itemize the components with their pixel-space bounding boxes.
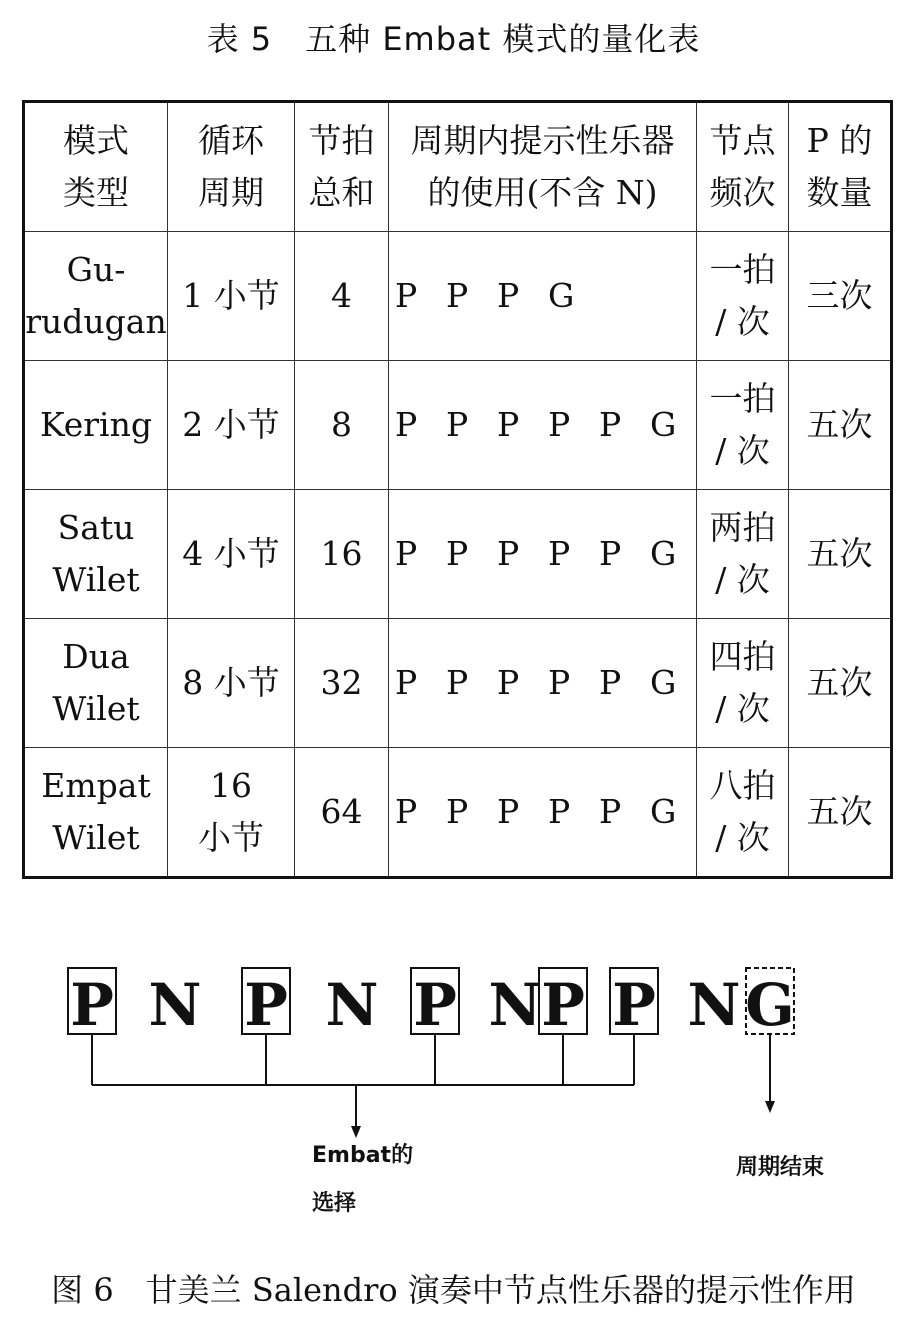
embat-diagram (0, 940, 907, 1240)
header-text: 类型 (63, 173, 129, 212)
instrument-symbol: P (497, 534, 520, 573)
instruments-cell (389, 748, 697, 878)
instrument-symbol: G (650, 405, 677, 444)
instrument-symbol: P (497, 276, 520, 315)
node-frequency-cell-text: / 次 (715, 302, 770, 341)
instrument-symbol: P (395, 663, 418, 702)
header-text: 总和 (308, 173, 375, 212)
table-row (24, 232, 892, 361)
node-frequency-cell (697, 232, 789, 361)
p-count-cell: 五次 (789, 361, 892, 490)
mode-type-cell (24, 490, 168, 619)
p-count-cell: 五次 (789, 748, 892, 878)
instrument-symbol: P (446, 663, 469, 702)
instrument-symbol: P (497, 663, 520, 702)
embat-arrow-head (351, 1126, 361, 1138)
mode-type-cell-text: Wilet (52, 689, 140, 728)
mode-type-cell-text: Wilet (52, 560, 140, 599)
header-cell (389, 102, 697, 232)
instrument-symbol: P (395, 534, 418, 573)
instruments-cell (389, 490, 697, 619)
instrument-symbol: P (548, 405, 571, 444)
embat-label-line1: Embat的 (312, 1143, 414, 1168)
mode-type-cell-text: Dua (62, 637, 130, 676)
instrument-symbol: P (446, 405, 469, 444)
instrument-symbol: P (446, 792, 469, 831)
header-text: P 的 (806, 121, 873, 160)
instrument-symbol: P (395, 792, 418, 831)
header-cell (697, 102, 789, 232)
header-cell (295, 102, 389, 232)
beats-cell: 64 (295, 748, 389, 878)
instrument-symbol: P (548, 663, 571, 702)
instrument-symbol: G (548, 276, 575, 315)
node-frequency-cell (697, 619, 789, 748)
header-text: 节拍 (308, 121, 375, 160)
sequence-letter: G (745, 971, 795, 1039)
beats-cell: 32 (295, 619, 389, 748)
instrument-symbol: P (548, 534, 571, 573)
cycle-cell-text: 8 小节 (182, 663, 280, 702)
node-frequency-cell-text: 一拍 (709, 250, 776, 289)
figure-caption: 图 6 甘美兰 Salendro 演奏中节点性乐器的提示性作用 (51, 1271, 856, 1309)
sequence-letter: N (325, 971, 379, 1039)
header-text: 周期 (198, 173, 264, 212)
table-row (24, 361, 892, 490)
sequence-letter: P (70, 971, 114, 1039)
header-text: 节点 (709, 121, 776, 160)
end-arrow-head (765, 1101, 775, 1113)
header-cell (789, 102, 892, 232)
node-frequency-cell-text: / 次 (715, 818, 770, 857)
sequence-letter: N (687, 971, 741, 1039)
instrument-symbol: P (395, 276, 418, 315)
beats-cell: 4 (295, 232, 389, 361)
mode-type-cell (24, 232, 168, 361)
instrument-symbol: P (599, 663, 622, 702)
cycle-cell-text: 1 小节 (182, 276, 280, 315)
sequence-letter: P (541, 971, 585, 1039)
cycle-cell (168, 361, 295, 490)
sequence-letter: N (148, 971, 202, 1039)
table-title: 表 5 五种 Embat 模式的量化表 (206, 20, 701, 58)
cycle-cell (168, 748, 295, 878)
node-frequency-cell-text: / 次 (715, 689, 770, 728)
instrument-symbol: P (599, 534, 622, 573)
instruments-cell (389, 361, 697, 490)
mode-type-cell-text: Wilet (52, 818, 140, 857)
header-text: 模式 (63, 121, 129, 160)
node-frequency-cell-text: 两拍 (709, 508, 776, 547)
cycle-cell-text: 4 小节 (182, 534, 280, 573)
mode-type-cell-text: rudugan (25, 302, 167, 341)
header-text: 的使用(不含 N) (427, 173, 658, 212)
instrument-symbol: G (650, 792, 677, 831)
node-frequency-cell-text: 四拍 (709, 637, 776, 676)
node-frequency-cell (697, 361, 789, 490)
p-count-cell: 五次 (789, 619, 892, 748)
mode-type-cell (24, 619, 168, 748)
header-cell (24, 102, 168, 232)
p-count-cell: 五次 (789, 490, 892, 619)
cycle-cell (168, 619, 295, 748)
instrument-symbol: P (599, 405, 622, 444)
node-frequency-cell-text: 一拍 (709, 379, 776, 418)
instrument-symbol: P (497, 792, 520, 831)
embat-label-line2: 选择 (312, 1191, 357, 1216)
sequence-letter: P (413, 971, 457, 1039)
mode-type-cell (24, 361, 168, 490)
cycle-cell-text: 小节 (198, 818, 264, 857)
header-text: 频次 (709, 173, 776, 212)
table-row (24, 748, 892, 878)
instruments-cell (389, 232, 697, 361)
sequence-letter: N (488, 971, 542, 1039)
instrument-symbol: G (650, 663, 677, 702)
instruments-cell (389, 619, 697, 748)
instrument-symbol: P (548, 792, 571, 831)
table-body (24, 232, 892, 878)
node-frequency-cell-text: / 次 (715, 560, 770, 599)
instrument-symbol: P (446, 276, 469, 315)
beats-cell: 8 (295, 361, 389, 490)
header-cell (168, 102, 295, 232)
table-row (24, 490, 892, 619)
instrument-symbol: P (599, 792, 622, 831)
instrument-symbol: G (650, 534, 677, 573)
header-text: 周期内提示性乐器 (410, 121, 675, 160)
node-frequency-cell (697, 748, 789, 878)
mode-type-cell (24, 748, 168, 878)
embat-diagram-svg (0, 940, 907, 1240)
node-frequency-cell-text: 八拍 (709, 766, 776, 805)
cycle-end-label: 周期结束 (736, 1155, 825, 1180)
instrument-symbol: P (446, 534, 469, 573)
beats-cell: 16 (295, 490, 389, 619)
header-text: 循环 (198, 121, 264, 160)
table-header-row (24, 102, 892, 232)
instrument-symbol: P (395, 405, 418, 444)
node-frequency-cell (697, 490, 789, 619)
mode-type-cell-text: Empat (41, 766, 151, 805)
sequence-letter: P (244, 971, 288, 1039)
cycle-cell (168, 232, 295, 361)
mode-type-cell-text: Satu (57, 508, 135, 547)
mode-type-cell-text: Gu- (66, 250, 126, 289)
instrument-symbol: P (497, 405, 520, 444)
cycle-cell-text: 16 (210, 766, 252, 805)
quantification-table (22, 100, 893, 879)
header-text: 数量 (806, 173, 873, 212)
sequence-letter: P (612, 971, 656, 1039)
cycle-cell (168, 490, 295, 619)
table-row (24, 619, 892, 748)
mode-type-cell-text: Kering (39, 405, 152, 444)
cycle-cell-text: 2 小节 (182, 405, 280, 444)
node-frequency-cell-text: / 次 (715, 431, 770, 470)
p-count-cell: 三次 (789, 232, 892, 361)
